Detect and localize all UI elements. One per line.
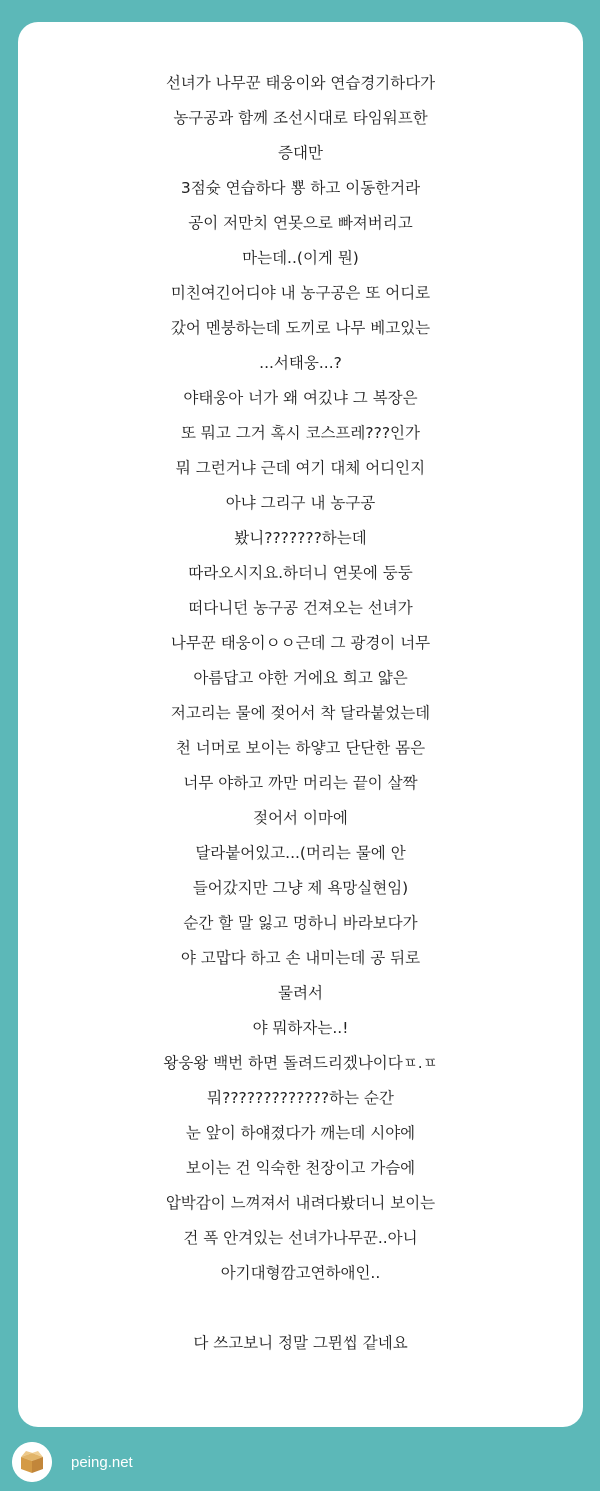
message-line: 건 폭 안겨있는 선녀가나무꾼..아니 <box>183 1229 418 1247</box>
message-line: 아기대형깜고연하애인.. <box>220 1264 381 1282</box>
message-line: 야 뭐하자는..! <box>252 1019 349 1037</box>
message-line: 왕웅왕 백번 하면 돌려드리겠나이다ㅍ.ㅍ <box>163 1054 438 1072</box>
message-line: 증대만 <box>278 144 323 162</box>
message-line: 들어갔지만 그냥 제 욕망실현임) <box>192 879 409 897</box>
message-line: 떠다니던 농구공 건져오는 선녀가 <box>188 599 413 617</box>
message-line: 마는데..(이게 뭔) <box>242 249 359 267</box>
message-line: 저고리는 물에 젖어서 착 달라붙었는데 <box>170 704 431 722</box>
message-line: 아냐 그리구 내 농구공 <box>225 494 376 512</box>
message-line: 농구공과 함께 조선시대로 타임워프한 <box>173 109 428 127</box>
site-link[interactable]: peing.net <box>71 1453 133 1471</box>
message-line: 눈 앞이 하얘졌다가 깨는데 시야에 <box>185 1124 416 1142</box>
message-line: 미친여긴어디야 내 농구공은 또 어디로 <box>170 284 431 302</box>
message-line: 봤니???????하는데 <box>234 529 367 547</box>
message-line: 압박감이 느껴져서 내려다봤더니 보이는 <box>165 1194 436 1212</box>
message-line: 달라붙어있고...(머리는 물에 안 <box>195 844 406 862</box>
peing-box-icon[interactable] <box>12 1442 52 1482</box>
message-line: 보이는 건 익숙한 천장이고 가슴에 <box>185 1159 416 1177</box>
message-line: 젖어서 이마에 <box>253 809 348 827</box>
message-line: 뭐 그런거냐 근데 여기 대체 어디인지 <box>175 459 426 477</box>
message-line: 물려서 <box>278 984 323 1002</box>
message-line <box>18 1291 583 1326</box>
message-line: 아름답고 야한 거에요 희고 얇은 <box>193 669 408 687</box>
message-line: 따라오시지요.하더니 연못에 둥둥 <box>188 564 413 582</box>
message-line: 야태웅아 너가 왜 여깄냐 그 복장은 <box>183 389 418 407</box>
message-line: 3점슛 연습하다 뿅 하고 이동한거라 <box>180 179 421 197</box>
message-line: 선녀가 나무꾼 태웅이와 연습경기하다가 <box>165 74 436 92</box>
message-line: 천 너머로 보이는 하얗고 단단한 몸은 <box>175 739 426 757</box>
message-line: ...서태웅...? <box>259 354 342 372</box>
message-card <box>18 22 583 1427</box>
message-line: 다 쓰고보니 정말 그뮌씹 같네요 <box>193 1334 408 1352</box>
message-line: 갔어 멘붕하는데 도끼로 나무 베고있는 <box>170 319 431 337</box>
message-body <box>18 66 583 1361</box>
message-line: 공이 저만치 연못으로 빠져버리고 <box>188 214 413 232</box>
message-line: 너무 야하고 까만 머리는 끝이 살짝 <box>183 774 418 792</box>
message-line: 야 고맙다 하고 손 내미는데 공 뒤로 <box>180 949 421 967</box>
message-line: 또 뭐고 그거 혹시 코스프레???인가 <box>180 424 421 442</box>
message-line: 순간 할 말 잃고 멍하니 바라보다가 <box>183 914 418 932</box>
message-line: 나무꾼 태웅이ㅇㅇ근데 그 광경이 너무 <box>170 634 431 652</box>
message-line: 뭐?????????????하는 순간 <box>207 1089 394 1107</box>
footer <box>12 1442 133 1482</box>
